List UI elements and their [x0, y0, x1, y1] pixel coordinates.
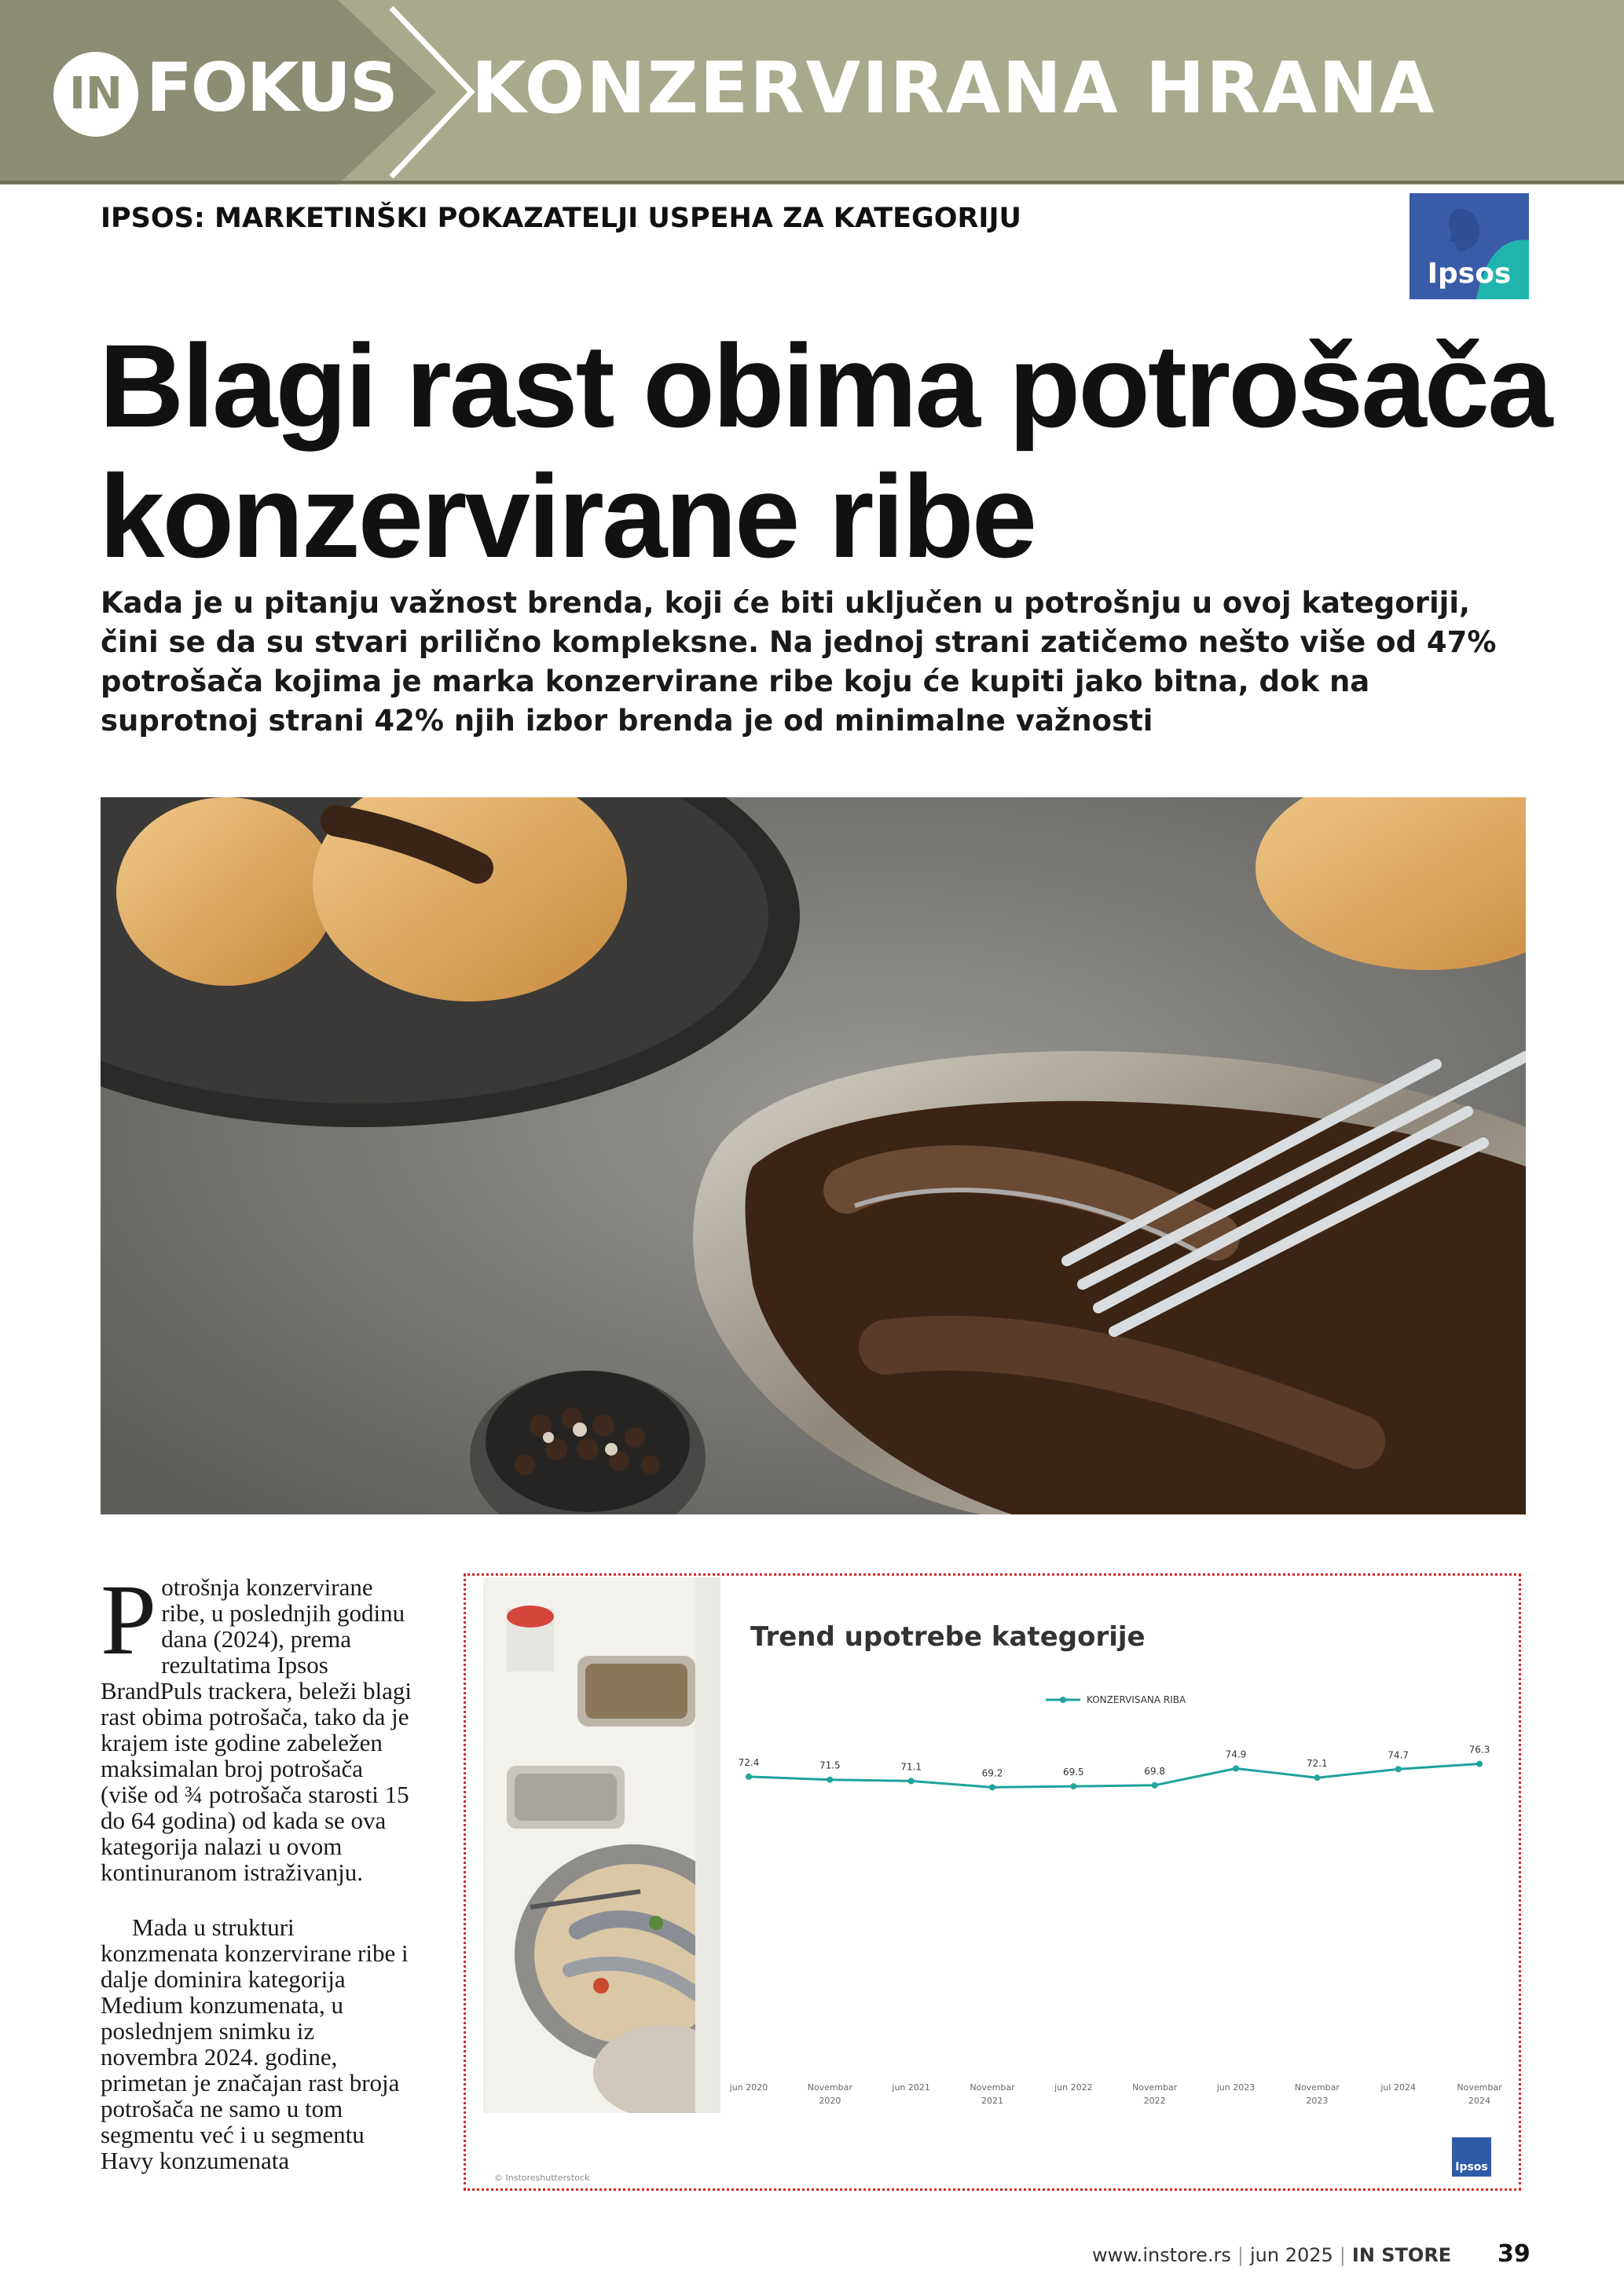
x-tick-label: Novembar 2020	[807, 2082, 852, 2106]
data-point	[908, 1778, 915, 1784]
section-topic: KONZERVIRANA HRANA	[471, 47, 1436, 130]
headline-line-2: konzervirane ribe	[99, 450, 1036, 582]
photo-credit: © Instoreshutterstock	[494, 2173, 590, 2183]
chart-side-photo	[483, 1577, 720, 2113]
data-label: 74.9	[1225, 1749, 1247, 1760]
series-line	[749, 1764, 1479, 1788]
chart-title: Trend upotrebe kategorije	[750, 1621, 1146, 1653]
drop-cap: P	[101, 1564, 157, 1675]
data-point	[1152, 1782, 1158, 1789]
section-header-band	[0, 0, 1624, 185]
body-paragraph-2: Mada u strukturi konzmenata konzervirane ribe i dalje dominira kategorija Medium konzumenata, u poslednjem snimku iz novembra 2024. godine, primetan je značajan rast broja potrošača ne samo u tom segmentu već i u segmentu Havy konzumenata	[101, 1913, 409, 2174]
data-label: 71.5	[819, 1760, 841, 1771]
x-tick-label: jun 2021	[892, 2082, 930, 2093]
data-label: 76.3	[1468, 1744, 1490, 1756]
x-tick-label: jul 2024	[1380, 2082, 1416, 2093]
x-tick-label: Novembar 2021	[970, 2082, 1015, 2106]
line-chart	[725, 1654, 1511, 2126]
article-headline	[99, 320, 1560, 581]
data-point	[1233, 1765, 1239, 1771]
x-tick-label: jun 2022	[1054, 2082, 1093, 2093]
data-label: 72.1	[1306, 1758, 1328, 1770]
article-kicker: IPSOS: MARKETINŠKI POKAZATELJI USPEHA ZA KATEGORIJU	[101, 203, 1021, 234]
chart-ipsos-logo: Ipsos	[1452, 2137, 1491, 2177]
page-number: 39	[1498, 2240, 1531, 2268]
headline-line-1: Blagi rast obima potrošača	[99, 320, 1551, 452]
x-tick-label: jun 2023	[1216, 2082, 1256, 2093]
data-point	[1395, 1766, 1402, 1772]
x-tick-label: Novembar 2024	[1457, 2082, 1502, 2106]
data-point	[746, 1774, 752, 1780]
x-tick-label: jun 2020	[729, 2082, 768, 2093]
footer-issue: jun 2025	[1250, 2244, 1333, 2266]
ipsos-logo: Ipsos	[1410, 193, 1529, 299]
data-label: 69.5	[1062, 1767, 1084, 1778]
data-label: 72.4	[738, 1756, 760, 1768]
data-label: 69.8	[1144, 1765, 1166, 1777]
data-point	[1476, 1761, 1483, 1767]
x-tick-label: Novembar 2023	[1294, 2082, 1340, 2106]
x-tick-label: Novembar 2022	[1132, 2082, 1178, 2106]
section-label: FOKUS	[146, 49, 397, 127]
data-point	[1070, 1783, 1076, 1789]
legend-label: KONZERVISANA RIBA	[1087, 1694, 1186, 1705]
data-point	[827, 1777, 833, 1783]
data-label: 69.2	[981, 1767, 1003, 1779]
main-photo-sardines	[101, 797, 1526, 1514]
body-paragraph-1: Potrošnja konzervirane ribe, u poslednjih godinu dana (2024), prema rezultatima Ipsos BrandPuls trackera, beleži blagi rast obima potrošača, tako da je krajem iste godine zabeležen maksimalan broj potrošača (više od ¾ potrošača starosti 15 do 64 godina) od kada se ova kategorija nalazi u ovom kontinuranom istraživanju.	[101, 1564, 412, 1886]
chart-legend	[1046, 1694, 1186, 1705]
data-point	[1314, 1774, 1320, 1781]
article-lead: Kada je u pitanju važnost brenda, koji će biti uključen u potrošnju u ovoj kategoriji, čini se da su stvari prilično kompleksne. Na jednoj strani zatičemo nešto više od 47% potrošača kojima je marka konzervirane ribe koju će kupiti jako bitna, dok na suprotnoj strani 42% njih izbor brenda je od minimalne važnosti	[101, 586, 1497, 738]
instore-logo: IN	[53, 52, 138, 137]
page-footer: www.instore.rs | jun 2025 | IN STORE	[1092, 2244, 1452, 2266]
article-body	[101, 1564, 415, 2174]
data-point	[989, 1784, 995, 1790]
chart-panel	[464, 1573, 1521, 2191]
data-label: 71.1	[900, 1761, 922, 1773]
footer-brand: IN STORE	[1351, 2244, 1452, 2266]
footer-website[interactable]: www.instore.rs	[1092, 2244, 1231, 2266]
data-label: 74.7	[1388, 1749, 1410, 1761]
